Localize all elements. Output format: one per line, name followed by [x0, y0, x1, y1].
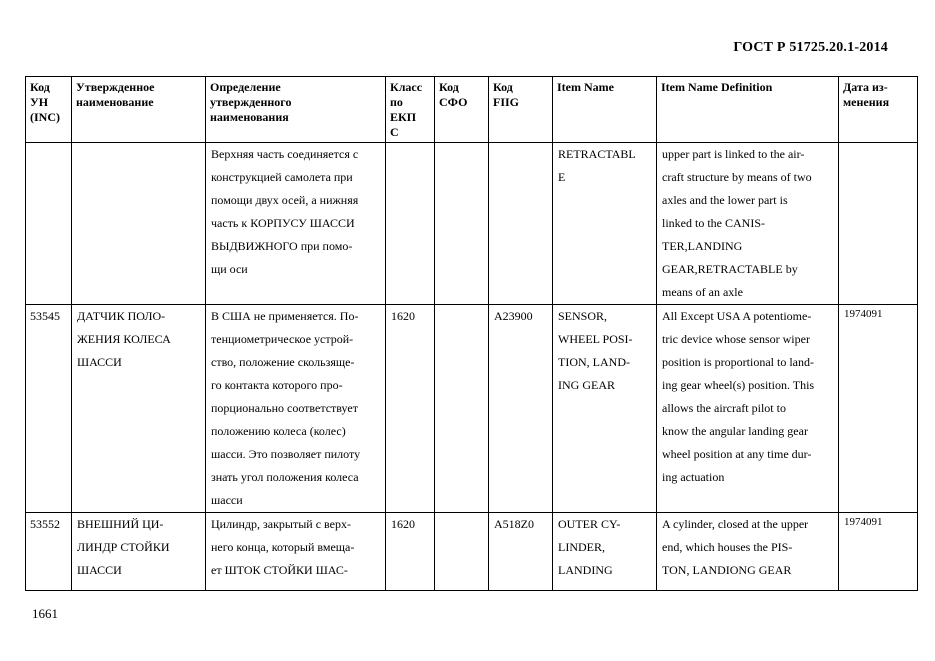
cell-item-name: OUTER CY- LINDER, LANDING [553, 513, 657, 591]
cell-fiig: A23900 [489, 305, 553, 513]
column-header-inc: Код УН (INC) [26, 77, 72, 143]
cell-sfo [435, 143, 489, 305]
cell-inc: 53552 [26, 513, 72, 591]
page-number: 1661 [32, 606, 58, 621]
cell-inc [26, 143, 72, 305]
cell-class: 1620 [386, 305, 435, 513]
cell-class [386, 143, 435, 305]
cell-change-date [839, 143, 918, 305]
table-row [26, 305, 918, 513]
cell-change-date: 1974091 [839, 513, 918, 591]
column-header-approved-name: Утвержденное наименование [72, 77, 206, 143]
cell-change-date: 1974091 [839, 305, 918, 513]
cell-definition: Верхняя часть соединяется с конструкцией самолета при помощи двух осей, а нижняя часть к КОРПУСУ ШАССИ ВЫДВИЖНОГО при помо- щи оси [206, 143, 386, 305]
cell-item-definition: All Except USA A potentiome- tric device whose sensor wiper position is proportional to land- ing gear wheel(s) position. This allows the aircraft pilot to know the angular landing gear wheel position at any time dur- ing actuation [657, 305, 839, 513]
column-header-item-name: Item Name [553, 77, 657, 143]
cell-item-definition: A cylinder, closed at the upper end, which houses the PIS- TON, LANDIONG GEAR [657, 513, 839, 591]
cell-definition: Цилиндр, закрытый с верх- него конца, который вмеща- ет ШТОК СТОЙКИ ШАС- [206, 513, 386, 591]
cell-item-name: RETRACTABL E [553, 143, 657, 305]
column-header-change-date: Дата из- менения [839, 77, 918, 143]
cell-fiig [489, 143, 553, 305]
cell-fiig: A518Z0 [489, 513, 553, 591]
column-header-fiig: Код FIIG [489, 77, 553, 143]
table-row [26, 513, 918, 591]
cell-sfo [435, 513, 489, 591]
cell-approved-name: ДАТЧИК ПОЛО- ЖЕНИЯ КОЛЕСА ШАССИ [72, 305, 206, 513]
cell-inc: 53545 [26, 305, 72, 513]
column-header-sfo: Код СФО [435, 77, 489, 143]
cell-item-name: SENSOR, WHEEL POSI- TION, LAND- ING GEAR [553, 305, 657, 513]
specification-table [25, 76, 918, 591]
standard-number: ГОСТ Р 51725.20.1-2014 [733, 40, 888, 55]
cell-approved-name: ВНЕШНИЙ ЦИ- ЛИНДР СТОЙКИ ШАССИ [72, 513, 206, 591]
cell-item-definition: upper part is linked to the air- craft structure by means of two axles and the lower part is linked to the CANIS- TER,LANDING GEAR,RETRACTABLE by means of an axle [657, 143, 839, 305]
column-header-class: Класс по ЕКП С [386, 77, 435, 143]
table-header-row [26, 77, 918, 143]
cell-sfo [435, 305, 489, 513]
table-row [26, 143, 918, 305]
column-header-item-definition: Item Name Definition [657, 77, 839, 143]
cell-approved-name [72, 143, 206, 305]
cell-class: 1620 [386, 513, 435, 591]
cell-definition: В США не применяется. По- тенциометрическое устрой- ство, положение скользяще- го контакта которого про- порционально соответствует положению колеса (колес) шасси. Это позволяет пилоту знать угол положения колеса шасси [206, 305, 386, 513]
column-header-definition: Определение утвержденного наименования [206, 77, 386, 143]
